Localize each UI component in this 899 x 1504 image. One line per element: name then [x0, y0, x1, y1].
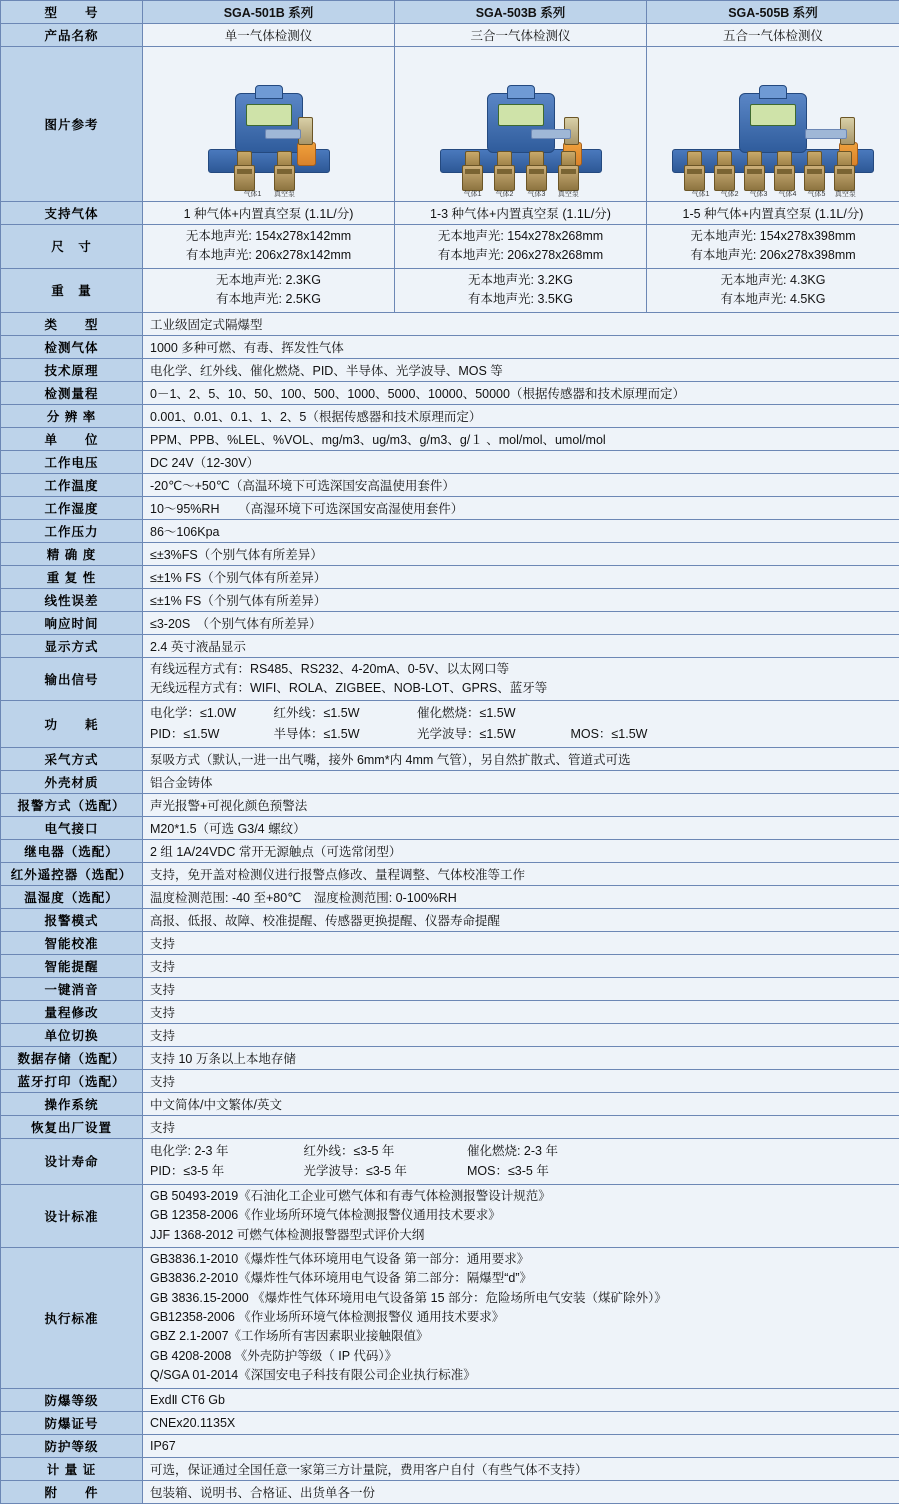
row-value-exec-standard	[143, 1247, 899, 1388]
caption-gas4: 气体4	[774, 189, 801, 199]
size-2	[395, 225, 647, 269]
row-label-principle: 技术原理	[1, 358, 143, 381]
table-row-unit-switch	[1, 1023, 899, 1046]
design-std-2: GB 12358-2006《作业场所环境气体检测报警仪通用技术要求》	[150, 1206, 894, 1225]
design-std-3: JJF 1368-2012 可燃气体检测报警器型式评价大纲	[150, 1226, 894, 1245]
row-label-voltage: 工作电压	[1, 450, 143, 473]
product-name-3: 五合一气体检测仪	[647, 24, 899, 47]
table-row-one-key-mute	[1, 977, 899, 1000]
image-captions-2	[411, 189, 631, 199]
table-row-response-time	[1, 611, 899, 634]
exec-std-3: GB 3836.15-2000 《爆炸性气体环境用电气设备第 15 部分：危险场所电气安装（煤矿除外）》	[150, 1289, 894, 1308]
row-label-temperature: 工作温度	[1, 473, 143, 496]
row-value-sampling: 泵吸方式（默认,一进一出气嘴，接外 6mm*内 4mm 气管），另自然扩散式、管道式可选	[143, 747, 899, 770]
table-row-ex-rating	[1, 1388, 899, 1411]
caption-pump: 真空泵	[553, 189, 583, 199]
row-value-linearity: ≤±1% FS（个别气体有所差异）	[143, 588, 899, 611]
weight-2-b: 有本地声光: 3.5KG	[400, 290, 641, 309]
row-label-range: 检测量程	[1, 381, 143, 404]
row-label-design-standard: 设计标准	[1, 1184, 143, 1247]
row-label-detect-gas: 检测气体	[1, 335, 143, 358]
table-row-voltage	[1, 450, 899, 473]
row-value-bluetooth-print: 支持	[143, 1069, 899, 1092]
row-value-ir-remote: 支持，免开盖对检测仪进行报警点修改、量程调整、气体校准等工作	[143, 862, 899, 885]
caption-gas: 气体1	[238, 189, 268, 199]
row-label-housing: 外壳材质	[1, 770, 143, 793]
row-label-type: 类 型	[1, 312, 143, 335]
support-gas-1: 1 种气体+内置真空泵 (1.1L/分)	[143, 202, 395, 225]
weight-3	[647, 268, 899, 312]
row-label-range-modify: 量程修改	[1, 1000, 143, 1023]
size-2-b: 有本地声光: 206x278x268mm	[400, 246, 641, 265]
row-label-bluetooth-print: 蓝牙打印（选配）	[1, 1069, 143, 1092]
power-semiconductor: 半导体：≤1.5W	[273, 725, 413, 744]
row-label-display: 显示方式	[1, 634, 143, 657]
size-1-b: 有本地声光: 206x278x142mm	[148, 246, 389, 265]
table-row-pressure	[1, 519, 899, 542]
model-header-2: SGA-503B 系列	[395, 1, 647, 24]
row-value-range: 0－1、2、5、10、50、100、500、1000、5000、10000、50000（根据传感器和技术原理而定）	[143, 381, 899, 404]
power-infrared: 红外线：≤1.5W	[273, 704, 413, 723]
row-label-exec-standard: 执行标准	[1, 1247, 143, 1388]
row-label-temp-humidity-option: 温湿度（选配）	[1, 885, 143, 908]
output-wireless: 无线远程方式有：WIFI、ROLA、ZIGBEE、NOB-LOT、GPRS、蓝牙等	[150, 679, 894, 698]
table-row-type	[1, 312, 899, 335]
life-mos: MOS：≤3-5 年	[467, 1162, 549, 1181]
table-row-output-signal	[1, 657, 899, 701]
table-row-electrical-interface	[1, 816, 899, 839]
exec-std-4: GB12358-2006 《作业场所环境气体检测报警仪 通用技术要求》	[150, 1308, 894, 1327]
table-row-design-standard	[1, 1184, 899, 1247]
table-row-smart-calibration	[1, 931, 899, 954]
power-line-1	[150, 704, 567, 723]
table-row-metrology-cert	[1, 1457, 899, 1480]
device-image-2	[395, 47, 647, 202]
row-value-ip-rating: IP67	[143, 1434, 899, 1457]
table-row-smart-reminder	[1, 954, 899, 977]
exec-std-1: GB3836.1-2010《爆炸性气体环境用电气设备 第一部分：通用要求》	[150, 1250, 894, 1269]
row-label-accessories: 附 件	[1, 1480, 143, 1503]
table-row-size	[1, 225, 899, 269]
device-image-3	[647, 47, 899, 202]
row-value-alarm-type: 声光报警+可视化颜色预警法	[143, 793, 899, 816]
row-label-design-life: 设计寿命	[1, 1138, 143, 1184]
power-mos: MOS：≤1.5W	[570, 725, 647, 744]
row-label-support-gas: 支持气体	[1, 202, 143, 225]
table-row-display	[1, 634, 899, 657]
row-label-power: 功 耗	[1, 701, 143, 747]
caption-gas3: 气体3	[745, 189, 772, 199]
table-row-housing	[1, 770, 899, 793]
row-label-alarm-mode: 报警模式	[1, 908, 143, 931]
exec-std-2: GB3836.2-2010《爆炸性气体环境用电气设备 第二部分：隔爆型“d”》	[150, 1269, 894, 1288]
exec-std-7: Q/SGA 01-2014《深国安电子科技有限公司企业执行标准》	[150, 1366, 894, 1385]
table-row-range-modify	[1, 1000, 899, 1023]
table-row-exec-standard	[1, 1247, 899, 1388]
caption-gas5: 气体5	[803, 189, 830, 199]
row-value-type: 工业级固定式隔爆型	[143, 312, 899, 335]
table-row-temp-humidity-option	[1, 885, 899, 908]
row-value-output-signal	[143, 657, 899, 701]
weight-1	[143, 268, 395, 312]
row-label-smart-reminder: 智能提醒	[1, 954, 143, 977]
table-row-accuracy	[1, 542, 899, 565]
design-life-line-2	[150, 1162, 549, 1181]
row-label-data-storage: 数据存储（选配）	[1, 1046, 143, 1069]
row-label-electrical-interface: 电气接口	[1, 816, 143, 839]
size-3-b: 有本地声光: 206x278x398mm	[652, 246, 894, 265]
row-label-unit-switch: 单位切换	[1, 1023, 143, 1046]
row-value-relay: 2 组 1A/24VDC 常开无源触点（可选常闭型）	[143, 839, 899, 862]
row-label-alarm-type: 报警方式（选配）	[1, 793, 143, 816]
row-label-model: 型 号	[1, 1, 143, 24]
row-label-ex-rating: 防爆等级	[1, 1388, 143, 1411]
exec-std-5: GBZ 2.1-2007《工作场所有害因素职业接触限值》	[150, 1327, 894, 1346]
output-wired: 有线远程方式有：RS485、RS232、4-20mA、0-5V、以太网口等	[150, 660, 894, 679]
table-row-power	[1, 701, 899, 747]
table-row-humidity	[1, 496, 899, 519]
row-label-response-time: 响应时间	[1, 611, 143, 634]
caption-pump: 真空泵	[269, 189, 299, 199]
weight-1-a: 无本地声光: 2.3KG	[148, 271, 389, 290]
table-row-bluetooth-print	[1, 1069, 899, 1092]
exec-std-6: GB 4208-2008 《外壳防护等级（ IP 代码）》	[150, 1347, 894, 1366]
weight-2	[395, 268, 647, 312]
row-value-os: 中文简体/中文繁体/英文	[143, 1092, 899, 1115]
row-label-product-name: 产品名称	[1, 24, 143, 47]
size-2-a: 无本地声光: 154x278x268mm	[400, 227, 641, 246]
row-value-electrical-interface: M20*1.5（可选 G3/4 螺纹）	[143, 816, 899, 839]
weight-2-a: 无本地声光: 3.2KG	[400, 271, 641, 290]
row-value-accessories: 包装箱、说明书、合格证、出货单各一份	[143, 1480, 899, 1503]
weight-3-b: 有本地声光: 4.5KG	[652, 290, 894, 309]
row-label-os: 操作系统	[1, 1092, 143, 1115]
support-gas-3: 1-5 种气体+内置真空泵 (1.1L/分)	[647, 202, 899, 225]
row-value-temp-humidity-option: 温度检测范围: -40 至+80℃ 湿度检测范围: 0-100%RH	[143, 885, 899, 908]
image-captions-3	[653, 189, 893, 199]
row-label-factory-reset: 恢复出厂设置	[1, 1115, 143, 1138]
power-pid: PID：≤1.5W	[150, 725, 270, 744]
row-label-linearity: 线性误差	[1, 588, 143, 611]
size-3-a: 无本地声光: 154x278x398mm	[652, 227, 894, 246]
row-value-range-modify: 支持	[143, 1000, 899, 1023]
table-row-factory-reset	[1, 1115, 899, 1138]
row-value-design-life	[143, 1138, 899, 1184]
support-gas-2: 1-3 种气体+内置真空泵 (1.1L/分)	[395, 202, 647, 225]
row-label-unit: 单 位	[1, 427, 143, 450]
table-row-unit	[1, 427, 899, 450]
size-1	[143, 225, 395, 269]
row-value-one-key-mute: 支持	[143, 977, 899, 1000]
row-value-unit: PPM、PPB、%LEL、%VOL、mg/m3、ug/m3、g/m3、g/１ 、mol/mol、umol/mol	[143, 427, 899, 450]
row-value-detect-gas: 1000 多种可燃、有毒、挥发性气体	[143, 335, 899, 358]
caption-gas3: 气体3	[521, 189, 551, 199]
row-label-ex-certificate: 防爆证号	[1, 1411, 143, 1434]
table-row-alarm-type	[1, 793, 899, 816]
table-row-os	[1, 1092, 899, 1115]
row-value-voltage: DC 24V（12-30V）	[143, 450, 899, 473]
life-electrochemical: 电化学: 2-3 年	[150, 1142, 300, 1161]
row-label-image-ref: 图片参考	[1, 47, 143, 202]
table-row-repeatability	[1, 565, 899, 588]
row-label-pressure: 工作压力	[1, 519, 143, 542]
row-value-display: 2.4 英寸液晶显示	[143, 634, 899, 657]
weight-1-b: 有本地声光: 2.5KG	[148, 290, 389, 309]
caption-gas1: 气体1	[687, 189, 714, 199]
power-electrochemical: 电化学：≤1.0W	[150, 704, 270, 723]
row-label-size: 尺 寸	[1, 225, 143, 269]
row-value-principle: 电化学、红外线、催化燃烧、PID、半导体、光学波导、MOS 等	[143, 358, 899, 381]
row-value-factory-reset: 支持	[143, 1115, 899, 1138]
caption-gas2: 气体2	[490, 189, 520, 199]
table-row-product-name	[1, 24, 899, 47]
power-line-2	[150, 725, 647, 744]
product-name-2: 三合一气体检测仪	[395, 24, 647, 47]
model-header-1: SGA-501B 系列	[143, 1, 395, 24]
table-row-alarm-mode	[1, 908, 899, 931]
image-captions-1	[169, 189, 369, 199]
row-value-metrology-cert: 可选，保证通过全国任意一家第三方计量院，费用客户自付（有些气体不支持）	[143, 1457, 899, 1480]
row-value-ex-certificate: CNEx20.1135X	[143, 1411, 899, 1434]
table-row-ir-remote	[1, 862, 899, 885]
row-label-sampling: 采气方式	[1, 747, 143, 770]
device-image-1	[143, 47, 395, 202]
table-row-data-storage	[1, 1046, 899, 1069]
table-row-ex-certificate	[1, 1411, 899, 1434]
design-life-line-1	[150, 1142, 617, 1161]
caption-pump: 真空泵	[832, 189, 859, 199]
row-value-housing: 铝合金铸体	[143, 770, 899, 793]
table-row-image-ref	[1, 47, 899, 202]
row-value-temperature: -20℃～+50℃（高温环境下可选深国安高温使用套件）	[143, 473, 899, 496]
life-catalytic: 催化燃烧: 2-3 年	[467, 1142, 617, 1161]
table-row-model	[1, 1, 899, 24]
row-value-design-standard	[143, 1184, 899, 1247]
size-1-a: 无本地声光: 154x278x142mm	[148, 227, 389, 246]
row-label-repeatability: 重 复 性	[1, 565, 143, 588]
row-label-relay: 继电器（选配）	[1, 839, 143, 862]
table-row-principle	[1, 358, 899, 381]
row-value-repeatability: ≤±1% FS（个别气体有所差异）	[143, 565, 899, 588]
row-value-smart-reminder: 支持	[143, 954, 899, 977]
row-label-metrology-cert: 计 量 证	[1, 1457, 143, 1480]
row-value-resolution: 0.001、0.01、0.1、1、2、5（根据传感器和技术原理而定）	[143, 404, 899, 427]
table-row-relay	[1, 839, 899, 862]
power-catalytic: 催化燃烧：≤1.5W	[417, 704, 567, 723]
row-label-humidity: 工作湿度	[1, 496, 143, 519]
life-pid: PID：≤3-5 年	[150, 1162, 300, 1181]
row-value-humidity: 10～95%RH （高湿环境下可选深国安高湿使用套件）	[143, 496, 899, 519]
table-row-weight	[1, 268, 899, 312]
table-row-linearity	[1, 588, 899, 611]
row-value-ex-rating: ExdⅡ CT6 Gb	[143, 1388, 899, 1411]
row-label-smart-calibration: 智能校准	[1, 931, 143, 954]
caption-gas2: 气体2	[716, 189, 743, 199]
row-value-smart-calibration: 支持	[143, 931, 899, 954]
row-value-data-storage: 支持 10 万条以上本地存储	[143, 1046, 899, 1069]
row-value-unit-switch: 支持	[143, 1023, 899, 1046]
table-row-accessories	[1, 1480, 899, 1503]
row-value-response-time: ≤3-20S （个别气体有所差异）	[143, 611, 899, 634]
row-label-one-key-mute: 一键消音	[1, 977, 143, 1000]
row-label-weight: 重 量	[1, 268, 143, 312]
table-row-range	[1, 381, 899, 404]
weight-3-a: 无本地声光: 4.3KG	[652, 271, 894, 290]
product-name-1: 单一气体检测仪	[143, 24, 395, 47]
row-label-output-signal: 输出信号	[1, 657, 143, 701]
row-value-alarm-mode: 高报、低报、故障、校准提醒、传感器更换提醒、仪器寿命提醒	[143, 908, 899, 931]
row-value-accuracy: ≤±3%FS（个别气体有所差异）	[143, 542, 899, 565]
row-label-resolution: 分 辨 率	[1, 404, 143, 427]
row-label-accuracy: 精 确 度	[1, 542, 143, 565]
row-value-pressure: 86～106Kpa	[143, 519, 899, 542]
table-row-support-gas	[1, 202, 899, 225]
table-row-detect-gas	[1, 335, 899, 358]
row-value-power	[143, 701, 899, 747]
design-std-1: GB 50493-2019《石油化工企业可燃气体和有毒气体检测报警设计规范》	[150, 1187, 894, 1206]
row-label-ip-rating: 防护等级	[1, 1434, 143, 1457]
table-row-resolution	[1, 404, 899, 427]
size-3	[647, 225, 899, 269]
caption-gas1: 气体1	[458, 189, 488, 199]
model-header-3: SGA-505B 系列	[647, 1, 899, 24]
row-label-ir-remote: 红外遥控器（选配）	[1, 862, 143, 885]
table-row-temperature	[1, 473, 899, 496]
power-optical: 光学波导：≤1.5W	[417, 725, 567, 744]
life-optical: 光学波导：≤3-5 年	[303, 1162, 463, 1181]
life-infrared: 红外线：≤3-5 年	[303, 1142, 463, 1161]
table-row-sampling	[1, 747, 899, 770]
table-row-design-life	[1, 1138, 899, 1184]
